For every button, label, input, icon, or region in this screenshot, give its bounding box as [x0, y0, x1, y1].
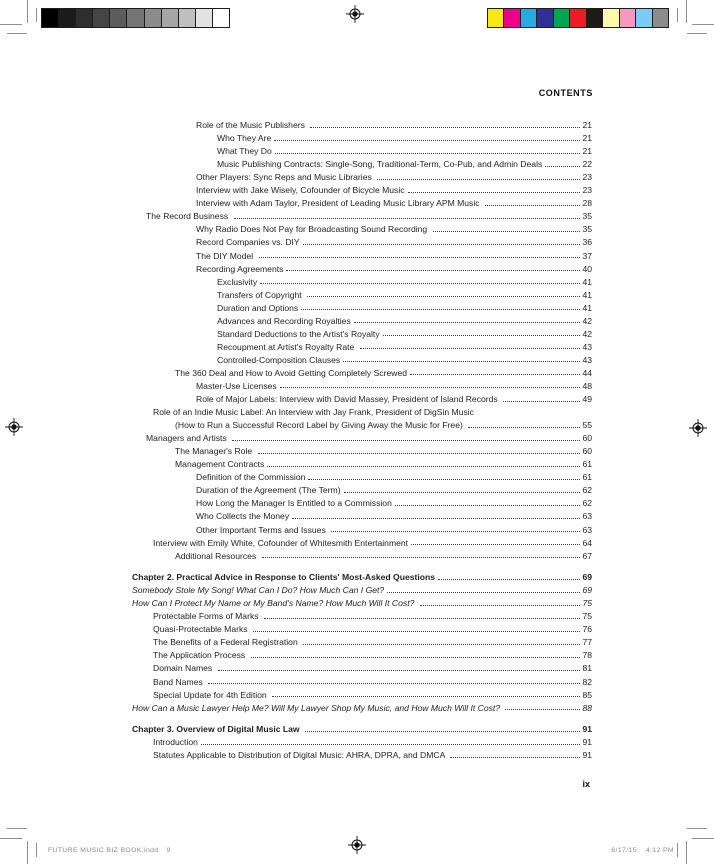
toc-entry-page: 76: [582, 624, 592, 635]
toc-entry-label: Master-Use Licenses: [196, 380, 277, 391]
grayscale-bar: [41, 8, 230, 28]
toc-entry-page: 28: [582, 198, 592, 209]
toc-entry: [132, 352, 592, 365]
toc-entry-label: Special Update for 4th Edition: [153, 689, 270, 700]
grayscale-swatch: [76, 9, 93, 27]
toc-entry-label: Chapter 3. Overview of Digital Music Law: [132, 724, 303, 735]
toc-entry: [132, 156, 592, 169]
toc-entry: [132, 287, 592, 300]
toc-entry-label: Role of the Music Publishers: [196, 120, 308, 131]
crop-mark: [27, 0, 28, 23]
toc-entry-label: Role of Major Labels: Interview with David Massey, President of Island Records: [196, 394, 501, 405]
toc-entry: [132, 456, 592, 469]
dot-leader: [253, 631, 580, 632]
color-swatch: [620, 9, 636, 27]
dot-leader: [259, 257, 581, 258]
toc-entry: [132, 274, 592, 287]
color-swatch: [554, 9, 570, 27]
color-swatch: [603, 9, 619, 27]
dot-leader: [274, 140, 580, 141]
slug-file-label: FUTURE MUSIC BIZ BOOK.indd: [48, 847, 159, 854]
toc-entry-page: 69: [582, 585, 592, 596]
toc-entry: [132, 417, 592, 430]
toc-entry-page: 85: [582, 689, 592, 700]
toc-entry-label: Management Contracts: [175, 459, 265, 470]
toc-entry: [132, 508, 592, 521]
toc-entry-label: Additional Resources: [175, 550, 259, 561]
toc-entry: [132, 117, 592, 130]
color-swatch: [504, 9, 520, 27]
toc-entry-label: Protectable Forms of Marks: [153, 611, 261, 622]
registration-mark-icon: [348, 836, 366, 854]
toc-entry-page: 64: [582, 537, 592, 548]
toc-entry-page: 75: [582, 611, 592, 622]
toc-entry-label: The DIY Model: [196, 250, 256, 261]
slug-sheet-number: 9: [166, 847, 171, 854]
toc-entry: [132, 660, 592, 673]
toc-entry-page: 21: [582, 120, 592, 131]
toc-entry-page: 69: [582, 572, 592, 583]
color-swatch: [587, 9, 603, 27]
toc-entry-page: 91: [582, 724, 592, 735]
grayscale-swatch: [162, 9, 179, 27]
toc-entry: [132, 443, 592, 456]
grayscale-swatch: [196, 9, 213, 27]
toc-entry: [132, 391, 592, 404]
crop-mark: [27, 841, 28, 864]
dot-leader: [410, 374, 580, 375]
color-swatch: [636, 9, 652, 27]
toc-entry-label: Introduction: [153, 737, 198, 748]
toc-entry-page: 62: [582, 485, 592, 496]
dot-leader: [201, 744, 581, 745]
toc-entry: [132, 595, 592, 608]
dot-leader: [208, 683, 580, 684]
toc-entry-label: Music Publishing Contracts: Single-Song, Traditional-Term, Co-Pub, and Admin Deals: [217, 159, 543, 170]
dot-leader: [485, 205, 580, 206]
dot-leader: [360, 348, 581, 349]
toc-entry-page: 61: [582, 459, 592, 470]
crop-mark: [686, 0, 687, 23]
toc-entry-label: Transfers of Copyright: [217, 289, 305, 300]
grayscale-swatch: [42, 9, 59, 27]
dot-leader: [468, 427, 580, 428]
crop-mark: [36, 843, 37, 857]
toc-entry-page: 63: [582, 524, 592, 535]
toc-entry-label: Recoupment at Artist's Royalty Rate: [217, 341, 357, 352]
dot-leader: [387, 592, 580, 593]
toc-entry-label: Managers and Artists: [146, 433, 230, 444]
color-swatch: [537, 9, 553, 27]
toc-entry-page: 91: [582, 737, 592, 748]
registration-mark-icon: [346, 5, 364, 23]
toc-entry-label: The 360 Deal and How to Avoid Getting Completely Screwed: [175, 367, 408, 378]
toc-entry-page: 62: [582, 498, 592, 509]
toc-entry-page: 49: [582, 394, 592, 405]
cmyk-color-bar: [487, 8, 669, 28]
dot-leader: [354, 322, 581, 323]
toc-entry-page: 41: [582, 289, 592, 300]
toc-entry: [132, 300, 592, 313]
toc-entry: [132, 621, 592, 634]
toc-entry-label: Duration of the Agreement (The Term): [196, 485, 341, 496]
dot-leader: [408, 192, 581, 193]
dot-leader: [275, 153, 581, 154]
crop-mark: [0, 838, 22, 839]
crop-mark: [692, 24, 714, 25]
dot-leader: [411, 544, 580, 545]
dot-leader: [307, 296, 580, 297]
toc-entry-label: Duration and Options: [217, 302, 299, 313]
toc-entry: [132, 495, 592, 508]
dot-leader: [331, 531, 580, 532]
toc-entry: [132, 569, 592, 582]
crop-mark: [0, 24, 22, 25]
slug-date: 6/17/15: [611, 847, 637, 854]
toc-entry: [132, 647, 592, 660]
toc-entry-page: 44: [582, 367, 592, 378]
toc-entry-label: Interview with Jake Wisely, Cofounder of Bicycle Music: [196, 185, 405, 196]
toc-entry-page: 42: [582, 315, 592, 326]
dot-leader: [301, 309, 580, 310]
toc-entry: [132, 673, 592, 686]
toc-entry-page: 77: [582, 637, 592, 648]
dot-leader: [505, 709, 580, 710]
toc-entry-label: How Long the Manager Is Entitled to a Commission: [196, 498, 392, 509]
toc-entry-page: 61: [582, 472, 592, 483]
toc-entry-page: 67: [582, 550, 592, 561]
dot-leader: [264, 618, 581, 619]
toc-entry: [132, 339, 592, 352]
toc-entry-page: 82: [582, 676, 592, 687]
contents-heading: CONTENTS: [538, 88, 593, 98]
toc-entry-page: 78: [582, 650, 592, 661]
grayscale-swatch: [179, 9, 196, 27]
toc-entry-page: 60: [582, 446, 592, 457]
color-swatch: [570, 9, 586, 27]
dot-leader: [272, 696, 580, 697]
grayscale-swatch: [213, 9, 229, 27]
toc-entry-page: 88: [582, 702, 592, 713]
toc-entry-label: Controlled-Composition Clauses: [217, 354, 341, 365]
toc-entry: [132, 365, 592, 378]
toc-entry-label: (How to Run a Successful Record Label by Giving Away the Music for Free): [175, 420, 466, 431]
toc-entry-label: Why Radio Does Not Pay for Broadcasting Sound Recording: [196, 224, 430, 235]
toc-entry: [132, 182, 592, 195]
slug-filename: [48, 847, 171, 854]
slug-datetime: [611, 847, 674, 854]
toc-entry-page: 43: [582, 341, 592, 352]
crop-mark: [692, 838, 714, 839]
dot-leader: [232, 440, 580, 441]
dot-leader: [344, 492, 581, 493]
grayscale-swatch: [93, 9, 110, 27]
toc-entry-label: The Manager's Role: [175, 446, 255, 457]
toc-entry-label: Recording Agreements: [196, 263, 284, 274]
toc-entry-page: 37: [582, 250, 592, 261]
toc-entry: [132, 143, 592, 156]
toc-entry: [132, 700, 592, 713]
toc-entry-label: Domain Names: [153, 663, 215, 674]
toc-entry-label: Other Players: Sync Reps and Music Libraries: [196, 172, 375, 183]
toc-entry: [132, 195, 592, 208]
toc-entry: [132, 535, 592, 548]
dot-leader: [545, 166, 580, 167]
dot-leader: [377, 179, 580, 180]
toc-entry-page: 60: [582, 433, 592, 444]
toc-entry: [132, 247, 592, 260]
toc-entry-page: 55: [582, 420, 592, 431]
color-swatch: [521, 9, 537, 27]
toc-list: [132, 117, 592, 760]
crop-mark: [677, 843, 678, 857]
toc-entry: [132, 208, 592, 221]
toc-entry-label: How Can a Music Lawyer Help Me? Will My Lawyer Shop My Music, and How Much Will It Cost?: [132, 702, 503, 713]
toc-entry: [132, 548, 592, 561]
toc-entry-page: 40: [582, 263, 592, 274]
toc-entry-label: What They Do: [217, 146, 272, 157]
dot-leader: [303, 644, 580, 645]
dot-leader: [258, 453, 581, 454]
toc-entry: [132, 313, 592, 326]
toc-entry-label: Band Names: [153, 676, 206, 687]
toc-entry-label: Chapter 2. Practical Advice in Response to Clients' Most-Asked Questions: [132, 572, 436, 583]
grayscale-swatch: [110, 9, 127, 27]
toc-entry-label: Statutes Applicable to Distribution of Digital Music: AHRA, DPRA, and DMCA: [153, 750, 448, 761]
toc-entry-label: Advances and Recording Royalties: [217, 315, 351, 326]
crop-mark: [7, 828, 27, 829]
toc-entry-label: Interview with Emily White, Cofounder of Whitesmith Entertainment: [153, 537, 409, 548]
crop-mark: [686, 841, 687, 864]
toc-entry-page: 21: [582, 133, 592, 144]
grayscale-swatch: [59, 9, 76, 27]
dot-leader: [280, 387, 581, 388]
toc-entry-page: 21: [582, 146, 592, 157]
grayscale-swatch: [145, 9, 162, 27]
toc-entry-label: Who They Are: [217, 133, 272, 144]
grayscale-swatch: [127, 9, 144, 27]
color-swatch: [653, 9, 668, 27]
toc-entry-label: Standard Deductions to the Artist's Royalty: [217, 328, 380, 339]
toc-entry-page: 91: [582, 750, 592, 761]
toc-entry: [132, 634, 592, 647]
toc-entry-page: 36: [582, 237, 592, 248]
toc-entry: [132, 482, 592, 495]
toc-entry-page: 41: [582, 276, 592, 287]
toc-entry: [132, 608, 592, 621]
toc-entry-label: Somebody Stole My Song! What Can I Do? How Much Can I Get?: [132, 585, 385, 596]
toc-entry: [132, 261, 592, 274]
toc-entry-label: Role of an Indie Music Label: An Interview with Jay Frank, President of DigSin Music: [153, 407, 474, 418]
toc-entry-label: Interview with Adam Taylor, President of Leading Music Library APM Music: [196, 198, 482, 209]
toc-entry: [132, 378, 592, 391]
dot-leader: [308, 479, 580, 480]
toc-entry: [132, 747, 592, 760]
registration-mark-icon: [5, 418, 23, 436]
crop-mark: [687, 828, 707, 829]
dot-leader: [267, 466, 580, 467]
toc-entry: [132, 521, 592, 534]
crop-mark: [36, 8, 37, 22]
toc-entry-label: How Can I Protect My Name or My Band's Name? How Much Will It Cost?: [132, 598, 417, 609]
toc-entry-page: 63: [582, 511, 592, 522]
toc-entry-page: 35: [582, 224, 592, 235]
dot-leader: [260, 283, 580, 284]
crop-mark: [687, 33, 707, 34]
toc-entry: [132, 734, 592, 747]
toc-entry-page: 75: [582, 598, 592, 609]
dot-leader: [343, 361, 580, 362]
toc-entry: [132, 687, 592, 700]
dot-leader: [262, 557, 581, 558]
dot-leader: [503, 401, 580, 402]
toc-entry: [132, 469, 592, 482]
toc-entry: [132, 234, 592, 247]
dot-leader: [218, 670, 581, 671]
toc-entry-label: Who Collects the Money: [196, 511, 290, 522]
toc-entry-label: Record Companies vs. DIY: [196, 237, 300, 248]
crop-mark: [677, 8, 678, 22]
dot-leader: [305, 731, 580, 732]
color-swatch: [488, 9, 504, 27]
toc-entry-page: 35: [582, 211, 592, 222]
toc-entry-page: 23: [582, 172, 592, 183]
toc-entry: [132, 721, 592, 734]
toc-entry-page: 81: [582, 663, 592, 674]
dot-leader: [383, 335, 581, 336]
toc-entry-label: Other Important Terms and Issues: [196, 524, 329, 535]
dot-leader: [433, 231, 581, 232]
toc-entry-page: 48: [582, 380, 592, 391]
toc-entry: [132, 221, 592, 234]
dot-leader: [420, 605, 581, 606]
slug-time: 4:12 PM: [645, 847, 674, 854]
toc-entry-label: The Application Process: [153, 650, 248, 661]
toc-entry: [132, 169, 592, 182]
toc-entry-page: 22: [582, 159, 592, 170]
toc-entry-page: 42: [582, 328, 592, 339]
dot-leader: [395, 505, 581, 506]
dot-leader: [310, 127, 580, 128]
toc-entry: [132, 430, 592, 443]
dot-leader: [234, 218, 581, 219]
dot-leader: [450, 757, 580, 758]
toc-entry-label: Definition of the Commission: [196, 472, 306, 483]
toc-entry: [132, 130, 592, 143]
dot-leader: [292, 518, 580, 519]
toc-entry-label: Exclusivity: [217, 276, 258, 287]
registration-mark-icon: [689, 419, 707, 437]
dot-leader: [438, 579, 580, 580]
toc-entry-page: 23: [582, 185, 592, 196]
dot-leader: [251, 657, 581, 658]
toc-entry-page: 41: [582, 302, 592, 313]
crop-mark: [7, 33, 27, 34]
dot-leader: [303, 244, 581, 245]
dot-leader: [286, 270, 580, 271]
toc-entry-label: The Record Business: [146, 211, 231, 222]
toc-entry-label: The Benefits of a Federal Registration: [153, 637, 301, 648]
toc-entry: [132, 582, 592, 595]
toc-entry-label: Quasi-Protectable Marks: [153, 624, 250, 635]
toc-entry-page: 43: [582, 354, 592, 365]
folio-page-number: ix: [582, 779, 590, 789]
toc-entry: [132, 404, 592, 417]
toc-entry: [132, 326, 592, 339]
